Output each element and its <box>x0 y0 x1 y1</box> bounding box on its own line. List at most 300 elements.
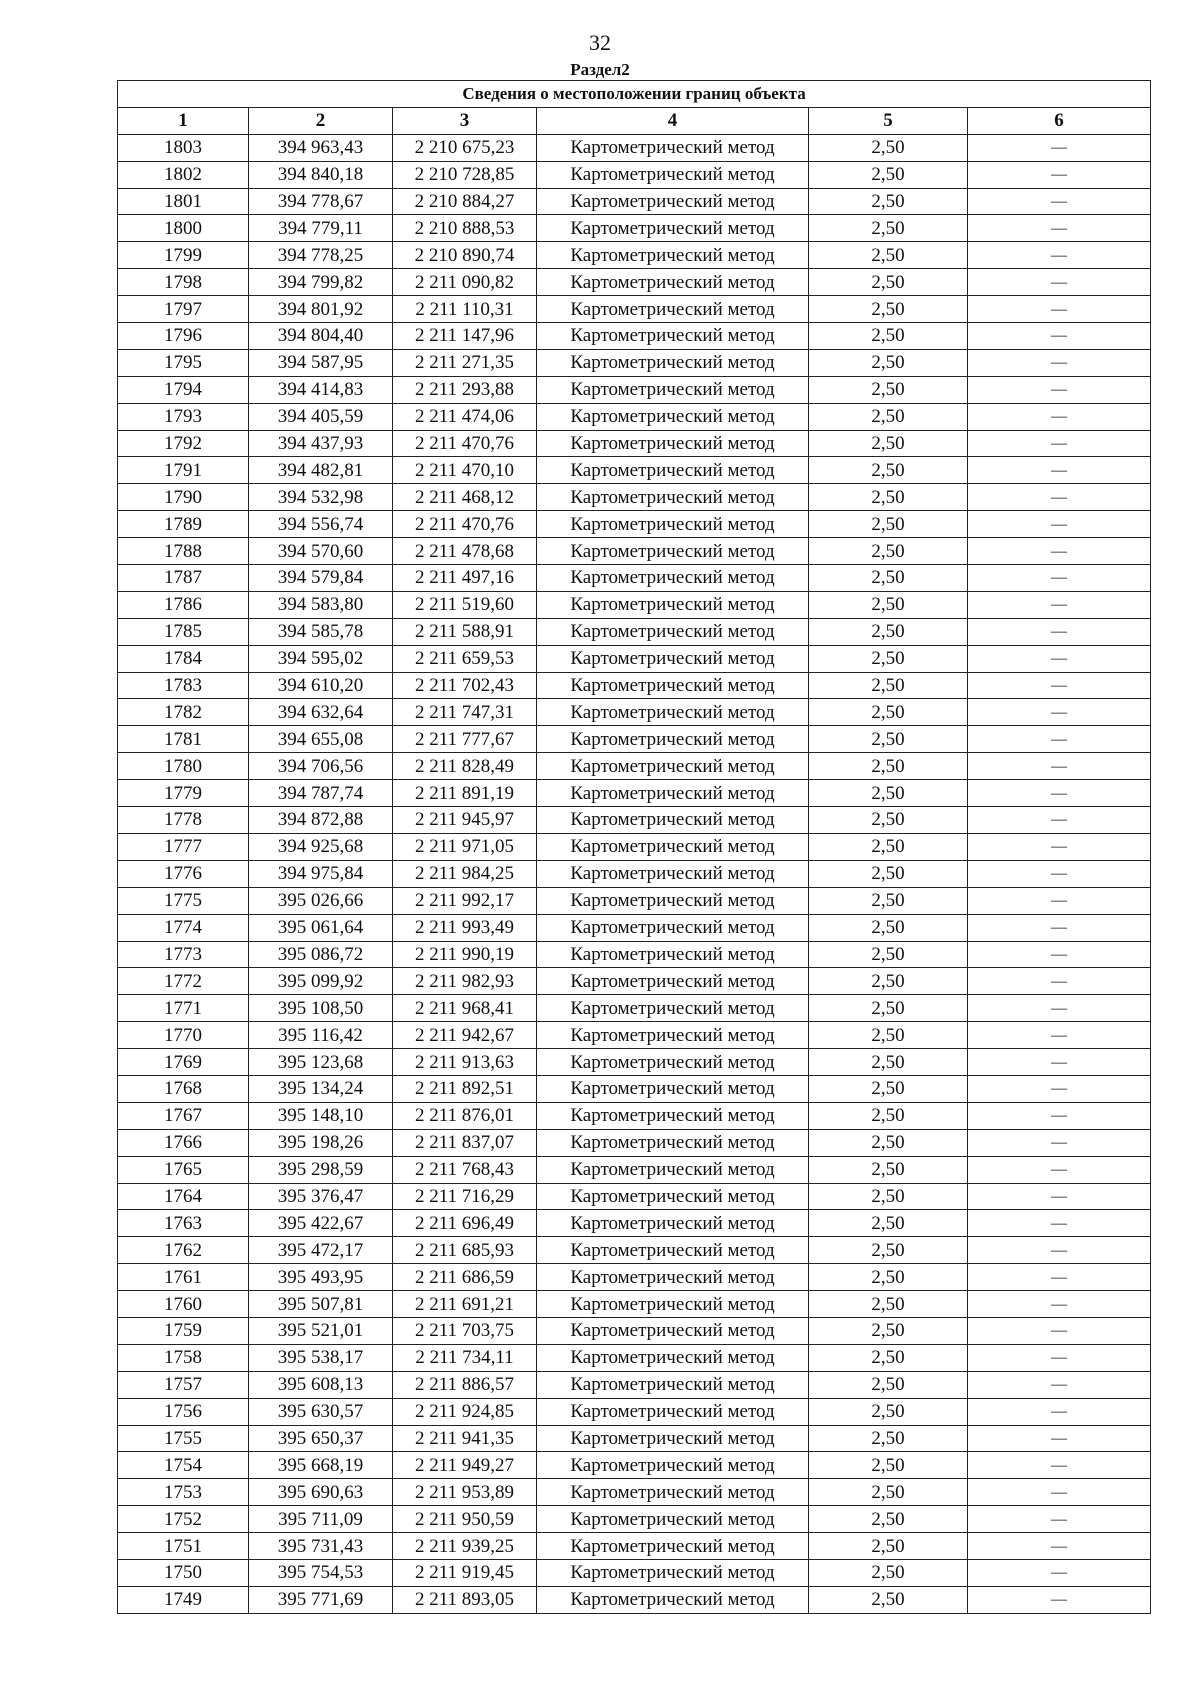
cell-point-number: 1759 <box>118 1317 249 1344</box>
cell-note: — <box>968 914 1151 941</box>
cell-coord-y: 2 210 888,53 <box>393 215 537 242</box>
cell-point-number: 1762 <box>118 1237 249 1264</box>
column-header-1: 1 <box>118 107 249 134</box>
table-row <box>118 269 1151 296</box>
cell-coord-x: 394 975,84 <box>249 860 393 887</box>
cell-note: — <box>968 1022 1151 1049</box>
table-row <box>118 296 1151 323</box>
cell-accuracy: 2,50 <box>809 269 968 296</box>
cell-point-number: 1796 <box>118 323 249 350</box>
cell-coord-x: 394 872,88 <box>249 807 393 834</box>
cell-point-number: 1790 <box>118 484 249 511</box>
cell-method: Картометрический метод <box>537 887 809 914</box>
cell-method: Картометрический метод <box>537 1049 809 1076</box>
cell-coord-y: 2 211 768,43 <box>393 1156 537 1183</box>
cell-method: Картометрический метод <box>537 1371 809 1398</box>
cell-coord-x: 395 668,19 <box>249 1452 393 1479</box>
cell-coord-x: 394 925,68 <box>249 833 393 860</box>
cell-method: Картометрический метод <box>537 269 809 296</box>
cell-coord-x: 395 026,66 <box>249 887 393 914</box>
cell-coord-y: 2 211 939,25 <box>393 1533 537 1560</box>
cell-method: Картометрический метод <box>537 161 809 188</box>
cell-accuracy: 2,50 <box>809 296 968 323</box>
cell-point-number: 1749 <box>118 1586 249 1613</box>
cell-note: — <box>968 1049 1151 1076</box>
table-row <box>118 1156 1151 1183</box>
cell-note: — <box>968 1586 1151 1613</box>
cell-coord-x: 395 116,42 <box>249 1022 393 1049</box>
cell-coord-y: 2 211 919,45 <box>393 1559 537 1586</box>
section-title: Раздел2 <box>570 60 630 79</box>
cell-accuracy: 2,50 <box>809 1156 968 1183</box>
table-row <box>118 511 1151 538</box>
cell-method: Картометрический метод <box>537 188 809 215</box>
table-row <box>118 403 1151 430</box>
cell-coord-y: 2 211 949,27 <box>393 1452 537 1479</box>
cell-accuracy: 2,50 <box>809 618 968 645</box>
cell-coord-y: 2 210 890,74 <box>393 242 537 269</box>
cell-accuracy: 2,50 <box>809 1129 968 1156</box>
table-row <box>118 1425 1151 1452</box>
cell-point-number: 1789 <box>118 511 249 538</box>
cell-method: Картометрический метод <box>537 699 809 726</box>
cell-note: — <box>968 269 1151 296</box>
cell-point-number: 1754 <box>118 1452 249 1479</box>
cell-point-number: 1793 <box>118 403 249 430</box>
cell-accuracy: 2,50 <box>809 1506 968 1533</box>
cell-note: — <box>968 968 1151 995</box>
cell-note: — <box>968 565 1151 592</box>
cell-method: Картометрический метод <box>537 349 809 376</box>
column-header-row <box>118 107 1151 134</box>
cell-coord-y: 2 211 876,01 <box>393 1102 537 1129</box>
cell-coord-x: 394 414,83 <box>249 376 393 403</box>
cell-accuracy: 2,50 <box>809 1533 968 1560</box>
cell-coord-y: 2 211 953,89 <box>393 1479 537 1506</box>
table-row <box>118 726 1151 753</box>
cell-accuracy: 2,50 <box>809 1022 968 1049</box>
cell-coord-y: 2 211 659,53 <box>393 645 537 672</box>
cell-note: — <box>968 1210 1151 1237</box>
cell-point-number: 1786 <box>118 591 249 618</box>
cell-coord-x: 395 771,69 <box>249 1586 393 1613</box>
cell-accuracy: 2,50 <box>809 1425 968 1452</box>
cell-point-number: 1772 <box>118 968 249 995</box>
table-row <box>118 430 1151 457</box>
cell-coord-x: 394 556,74 <box>249 511 393 538</box>
cell-coord-y: 2 211 734,11 <box>393 1344 537 1371</box>
boundary-coordinates-table <box>117 80 1151 1614</box>
cell-point-number: 1770 <box>118 1022 249 1049</box>
page-number: 32 <box>589 30 611 55</box>
cell-point-number: 1778 <box>118 807 249 834</box>
cell-method: Картометрический метод <box>537 753 809 780</box>
cell-accuracy: 2,50 <box>809 1075 968 1102</box>
cell-point-number: 1781 <box>118 726 249 753</box>
table-row <box>118 1586 1151 1613</box>
cell-coord-y: 2 211 892,51 <box>393 1075 537 1102</box>
cell-coord-y: 2 210 675,23 <box>393 134 537 161</box>
cell-method: Картометрический метод <box>537 1479 809 1506</box>
column-header-4: 4 <box>537 107 809 134</box>
cell-point-number: 1767 <box>118 1102 249 1129</box>
cell-method: Картометрический метод <box>537 296 809 323</box>
cell-accuracy: 2,50 <box>809 672 968 699</box>
table-row <box>118 565 1151 592</box>
cell-coord-y: 2 211 993,49 <box>393 914 537 941</box>
table-header <box>118 81 1151 135</box>
cell-coord-y: 2 211 990,19 <box>393 941 537 968</box>
cell-coord-x: 395 630,57 <box>249 1398 393 1425</box>
cell-coord-x: 394 963,43 <box>249 134 393 161</box>
cell-point-number: 1792 <box>118 430 249 457</box>
cell-point-number: 1774 <box>118 914 249 941</box>
cell-coord-x: 394 840,18 <box>249 161 393 188</box>
cell-coord-y: 2 211 478,68 <box>393 538 537 565</box>
cell-coord-y: 2 211 147,96 <box>393 323 537 350</box>
cell-accuracy: 2,50 <box>809 1452 968 1479</box>
cell-method: Картометрический метод <box>537 376 809 403</box>
table-row <box>118 1291 1151 1318</box>
cell-accuracy: 2,50 <box>809 1398 968 1425</box>
cell-method: Картометрический метод <box>537 511 809 538</box>
cell-accuracy: 2,50 <box>809 349 968 376</box>
cell-method: Картометрический метод <box>537 1022 809 1049</box>
cell-coord-x: 394 799,82 <box>249 269 393 296</box>
cell-accuracy: 2,50 <box>809 699 968 726</box>
cell-method: Картометрический метод <box>537 1183 809 1210</box>
cell-method: Картометрический метод <box>537 941 809 968</box>
table-row <box>118 699 1151 726</box>
table-row <box>118 618 1151 645</box>
cell-method: Картометрический метод <box>537 430 809 457</box>
cell-note: — <box>968 1398 1151 1425</box>
cell-method: Картометрический метод <box>537 645 809 672</box>
cell-accuracy: 2,50 <box>809 511 968 538</box>
cell-note: — <box>968 242 1151 269</box>
cell-coord-y: 2 211 691,21 <box>393 1291 537 1318</box>
cell-method: Картометрический метод <box>537 1559 809 1586</box>
cell-accuracy: 2,50 <box>809 188 968 215</box>
cell-coord-y: 2 211 702,43 <box>393 672 537 699</box>
cell-method: Картометрический метод <box>537 1291 809 1318</box>
table-row <box>118 1559 1151 1586</box>
cell-coord-x: 395 754,53 <box>249 1559 393 1586</box>
cell-note: — <box>968 403 1151 430</box>
cell-accuracy: 2,50 <box>809 1291 968 1318</box>
cell-accuracy: 2,50 <box>809 1559 968 1586</box>
cell-note: — <box>968 726 1151 753</box>
table-row <box>118 1479 1151 1506</box>
cell-method: Картометрический метод <box>537 1586 809 1613</box>
cell-point-number: 1803 <box>118 134 249 161</box>
table-row <box>118 1398 1151 1425</box>
cell-coord-x: 395 134,24 <box>249 1075 393 1102</box>
cell-method: Картометрический метод <box>537 726 809 753</box>
cell-method: Картометрический метод <box>537 1075 809 1102</box>
cell-method: Картометрический метод <box>537 968 809 995</box>
table-row <box>118 860 1151 887</box>
cell-coord-x: 394 579,84 <box>249 565 393 592</box>
cell-accuracy: 2,50 <box>809 1183 968 1210</box>
table-caption: Сведения о местоположении границ объекта <box>118 81 1151 108</box>
cell-note: — <box>968 780 1151 807</box>
cell-point-number: 1779 <box>118 780 249 807</box>
cell-accuracy: 2,50 <box>809 1102 968 1129</box>
cell-note: — <box>968 1183 1151 1210</box>
table-body <box>118 134 1151 1613</box>
table-row <box>118 1533 1151 1560</box>
cell-coord-y: 2 211 696,49 <box>393 1210 537 1237</box>
cell-method: Картометрический метод <box>537 618 809 645</box>
table-row <box>118 323 1151 350</box>
cell-method: Картометрический метод <box>537 242 809 269</box>
cell-coord-y: 2 211 984,25 <box>393 860 537 887</box>
cell-coord-x: 394 583,80 <box>249 591 393 618</box>
cell-note: — <box>968 645 1151 672</box>
cell-note: — <box>968 1479 1151 1506</box>
cell-accuracy: 2,50 <box>809 995 968 1022</box>
cell-point-number: 1766 <box>118 1129 249 1156</box>
table-row <box>118 1049 1151 1076</box>
cell-accuracy: 2,50 <box>809 645 968 672</box>
cell-point-number: 1791 <box>118 457 249 484</box>
column-header-3: 3 <box>393 107 537 134</box>
cell-point-number: 1780 <box>118 753 249 780</box>
cell-accuracy: 2,50 <box>809 323 968 350</box>
cell-coord-y: 2 211 474,06 <box>393 403 537 430</box>
cell-note: — <box>968 188 1151 215</box>
cell-method: Картометрический метод <box>537 134 809 161</box>
table-row <box>118 672 1151 699</box>
cell-method: Картометрический метод <box>537 914 809 941</box>
cell-method: Картометрический метод <box>537 403 809 430</box>
cell-coord-x: 394 787,74 <box>249 780 393 807</box>
cell-accuracy: 2,50 <box>809 538 968 565</box>
cell-note: — <box>968 1237 1151 1264</box>
cell-point-number: 1782 <box>118 699 249 726</box>
table-row <box>118 1452 1151 1479</box>
cell-accuracy: 2,50 <box>809 430 968 457</box>
cell-note: — <box>968 833 1151 860</box>
table-row <box>118 242 1151 269</box>
cell-coord-y: 2 211 893,05 <box>393 1586 537 1613</box>
table-row <box>118 538 1151 565</box>
cell-coord-x: 394 801,92 <box>249 296 393 323</box>
cell-coord-x: 394 532,98 <box>249 484 393 511</box>
cell-point-number: 1797 <box>118 296 249 323</box>
cell-method: Картометрический метод <box>537 860 809 887</box>
cell-accuracy: 2,50 <box>809 1210 968 1237</box>
table-row <box>118 161 1151 188</box>
table-row <box>118 1237 1151 1264</box>
table-row <box>118 1022 1151 1049</box>
cell-note: — <box>968 134 1151 161</box>
table-row <box>118 484 1151 511</box>
cell-coord-x: 395 731,43 <box>249 1533 393 1560</box>
cell-coord-x: 395 123,68 <box>249 1049 393 1076</box>
cell-note: — <box>968 1533 1151 1560</box>
cell-coord-x: 395 507,81 <box>249 1291 393 1318</box>
cell-coord-y: 2 211 703,75 <box>393 1317 537 1344</box>
cell-coord-y: 2 211 588,91 <box>393 618 537 645</box>
cell-point-number: 1765 <box>118 1156 249 1183</box>
cell-note: — <box>968 376 1151 403</box>
cell-coord-y: 2 211 293,88 <box>393 376 537 403</box>
table-row <box>118 753 1151 780</box>
cell-coord-x: 394 778,67 <box>249 188 393 215</box>
cell-note: — <box>968 1371 1151 1398</box>
cell-point-number: 1773 <box>118 941 249 968</box>
cell-point-number: 1801 <box>118 188 249 215</box>
cell-note: — <box>968 1291 1151 1318</box>
cell-coord-x: 394 587,95 <box>249 349 393 376</box>
cell-coord-y: 2 211 886,57 <box>393 1371 537 1398</box>
cell-point-number: 1799 <box>118 242 249 269</box>
cell-method: Картометрический метод <box>537 457 809 484</box>
table-row <box>118 457 1151 484</box>
cell-note: — <box>968 457 1151 484</box>
cell-coord-x: 394 570,60 <box>249 538 393 565</box>
cell-coord-x: 394 405,59 <box>249 403 393 430</box>
cell-point-number: 1794 <box>118 376 249 403</box>
table-row <box>118 995 1151 1022</box>
cell-point-number: 1802 <box>118 161 249 188</box>
cell-note: — <box>968 1452 1151 1479</box>
cell-coord-x: 394 706,56 <box>249 753 393 780</box>
table-row <box>118 1129 1151 1156</box>
cell-method: Картометрический метод <box>537 672 809 699</box>
cell-accuracy: 2,50 <box>809 807 968 834</box>
table-row <box>118 941 1151 968</box>
cell-note: — <box>968 941 1151 968</box>
cell-accuracy: 2,50 <box>809 833 968 860</box>
cell-coord-x: 395 376,47 <box>249 1183 393 1210</box>
cell-point-number: 1785 <box>118 618 249 645</box>
cell-coord-y: 2 211 971,05 <box>393 833 537 860</box>
table-row <box>118 1102 1151 1129</box>
table-row <box>118 134 1151 161</box>
cell-method: Картометрический метод <box>537 565 809 592</box>
cell-coord-x: 395 521,01 <box>249 1317 393 1344</box>
cell-note: — <box>968 323 1151 350</box>
cell-point-number: 1752 <box>118 1506 249 1533</box>
cell-coord-y: 2 211 271,35 <box>393 349 537 376</box>
cell-note: — <box>968 1075 1151 1102</box>
cell-note: — <box>968 1264 1151 1291</box>
cell-point-number: 1798 <box>118 269 249 296</box>
cell-method: Картометрический метод <box>537 215 809 242</box>
cell-coord-y: 2 211 716,29 <box>393 1183 537 1210</box>
table-row <box>118 1506 1151 1533</box>
cell-coord-y: 2 211 090,82 <box>393 269 537 296</box>
cell-point-number: 1751 <box>118 1533 249 1560</box>
cell-method: Картометрический метод <box>537 1210 809 1237</box>
cell-point-number: 1784 <box>118 645 249 672</box>
cell-method: Картометрический метод <box>537 484 809 511</box>
cell-coord-y: 2 211 470,76 <box>393 511 537 538</box>
cell-note: — <box>968 215 1151 242</box>
cell-coord-x: 395 538,17 <box>249 1344 393 1371</box>
cell-accuracy: 2,50 <box>809 1479 968 1506</box>
cell-method: Картометрический метод <box>537 1129 809 1156</box>
cell-coord-y: 2 211 470,10 <box>393 457 537 484</box>
cell-coord-y: 2 210 728,85 <box>393 161 537 188</box>
table-row <box>118 914 1151 941</box>
cell-coord-y: 2 211 992,17 <box>393 887 537 914</box>
cell-accuracy: 2,50 <box>809 403 968 430</box>
cell-note: — <box>968 511 1151 538</box>
cell-note: — <box>968 1129 1151 1156</box>
cell-accuracy: 2,50 <box>809 1344 968 1371</box>
cell-note: — <box>968 699 1151 726</box>
cell-coord-y: 2 211 982,93 <box>393 968 537 995</box>
cell-point-number: 1764 <box>118 1183 249 1210</box>
cell-coord-y: 2 211 828,49 <box>393 753 537 780</box>
cell-note: — <box>968 672 1151 699</box>
cell-coord-x: 395 061,64 <box>249 914 393 941</box>
cell-coord-x: 394 804,40 <box>249 323 393 350</box>
cell-note: — <box>968 860 1151 887</box>
cell-coord-y: 2 211 945,97 <box>393 807 537 834</box>
cell-note: — <box>968 618 1151 645</box>
cell-coord-y: 2 211 468,12 <box>393 484 537 511</box>
cell-coord-x: 395 086,72 <box>249 941 393 968</box>
cell-accuracy: 2,50 <box>809 215 968 242</box>
cell-note: — <box>968 1425 1151 1452</box>
cell-accuracy: 2,50 <box>809 1237 968 1264</box>
cell-coord-y: 2 211 519,60 <box>393 591 537 618</box>
table-row <box>118 1075 1151 1102</box>
cell-note: — <box>968 1559 1151 1586</box>
cell-point-number: 1783 <box>118 672 249 699</box>
table-row <box>118 376 1151 403</box>
cell-point-number: 1763 <box>118 1210 249 1237</box>
cell-accuracy: 2,50 <box>809 591 968 618</box>
cell-coord-x: 395 298,59 <box>249 1156 393 1183</box>
cell-coord-x: 394 779,11 <box>249 215 393 242</box>
table-row <box>118 807 1151 834</box>
cell-method: Картометрический метод <box>537 1506 809 1533</box>
table-row <box>118 887 1151 914</box>
cell-point-number: 1750 <box>118 1559 249 1586</box>
cell-method: Картометрический метод <box>537 538 809 565</box>
cell-accuracy: 2,50 <box>809 457 968 484</box>
cell-coord-y: 2 211 685,93 <box>393 1237 537 1264</box>
table-row <box>118 968 1151 995</box>
cell-method: Картометрический метод <box>537 1102 809 1129</box>
cell-coord-y: 2 211 837,07 <box>393 1129 537 1156</box>
cell-note: — <box>968 887 1151 914</box>
cell-note: — <box>968 807 1151 834</box>
cell-accuracy: 2,50 <box>809 914 968 941</box>
table-row <box>118 349 1151 376</box>
cell-accuracy: 2,50 <box>809 1049 968 1076</box>
cell-note: — <box>968 591 1151 618</box>
cell-coord-y: 2 211 686,59 <box>393 1264 537 1291</box>
cell-point-number: 1775 <box>118 887 249 914</box>
cell-coord-x: 395 422,67 <box>249 1210 393 1237</box>
table-row <box>118 833 1151 860</box>
cell-note: — <box>968 1156 1151 1183</box>
cell-note: — <box>968 538 1151 565</box>
cell-note: — <box>968 995 1151 1022</box>
table-row <box>118 645 1151 672</box>
table-row <box>118 1183 1151 1210</box>
cell-accuracy: 2,50 <box>809 484 968 511</box>
cell-accuracy: 2,50 <box>809 161 968 188</box>
cell-point-number: 1787 <box>118 565 249 592</box>
